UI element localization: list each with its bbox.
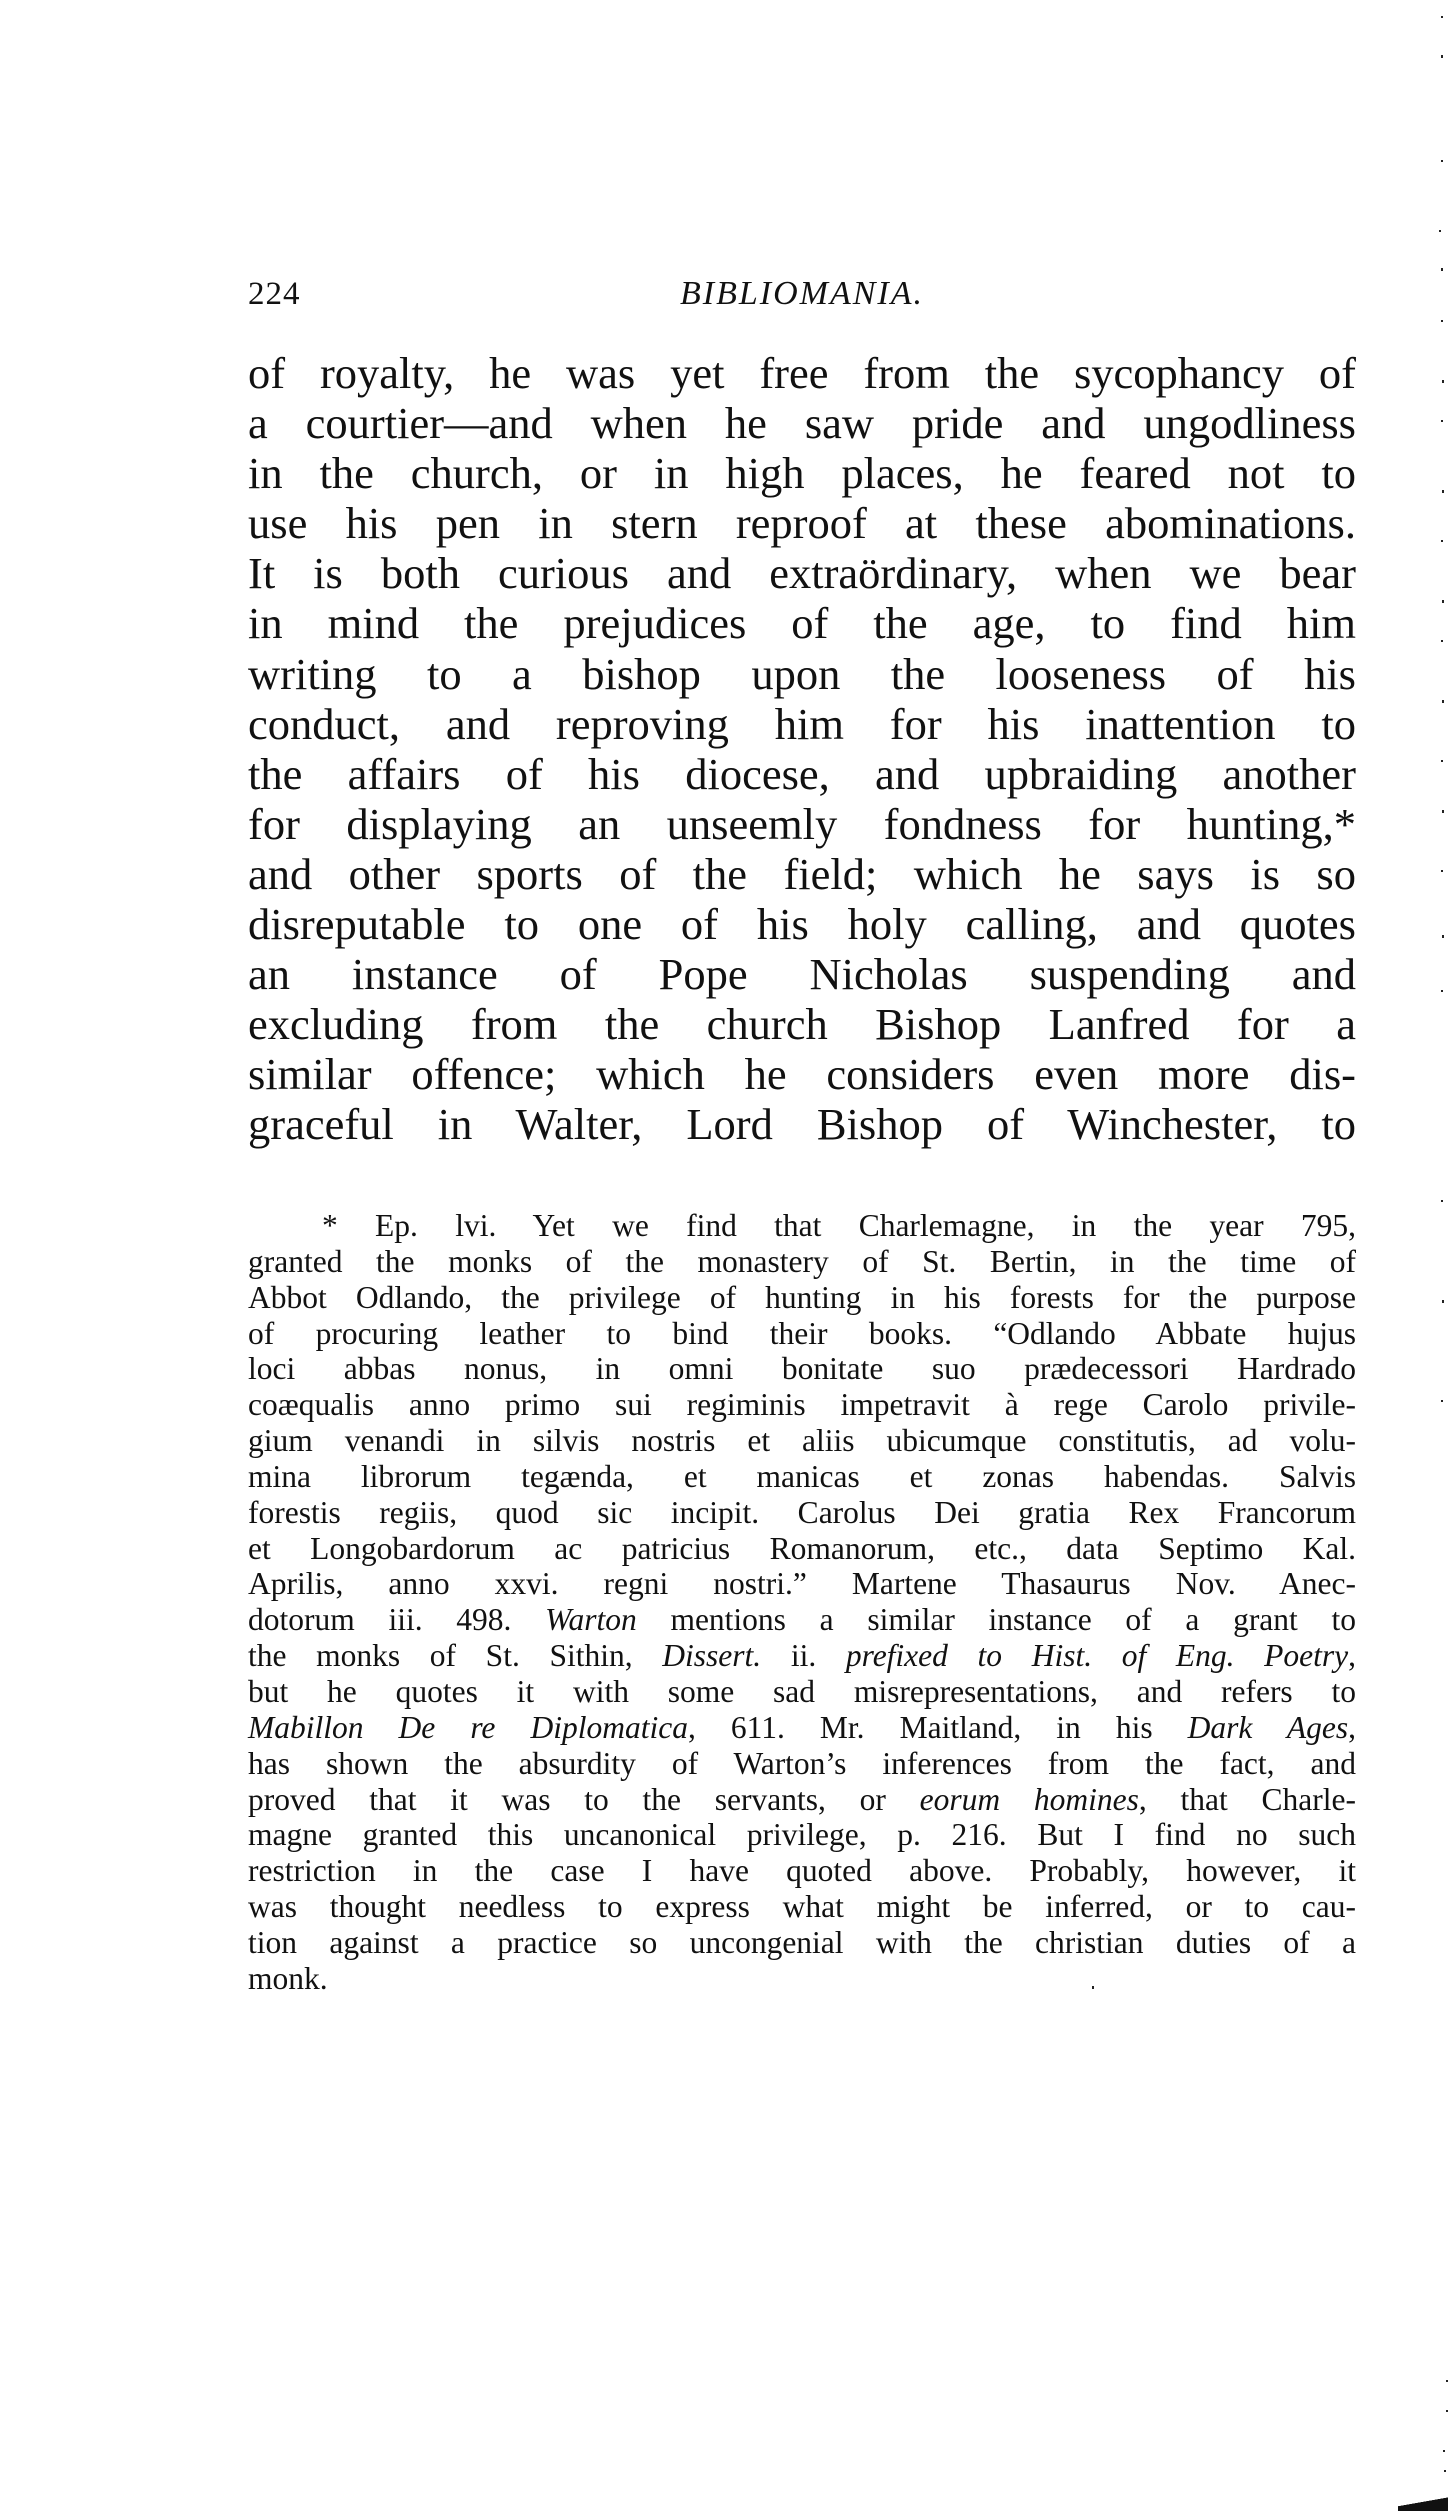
footnote-line	[248, 1280, 1356, 1316]
running-header	[248, 274, 1356, 314]
text-segment: et Longobardorum ac patricius Romanorum, etc., data Septimo Kal.	[248, 1530, 1356, 1566]
italic-text: eorum homines	[919, 1781, 1139, 1817]
body-text-line	[248, 849, 1356, 899]
text-segment: excluding from the church Bishop Lanfred for a	[248, 999, 1356, 1050]
text-segment: coæqualis anno primo sui regiminis impetravit à rege Carolo privile-	[248, 1387, 1356, 1423]
text-segment: dotorum iii. 498.	[248, 1602, 546, 1638]
footnote-line	[248, 1244, 1356, 1280]
footnote-line	[248, 1925, 1356, 1961]
footnote-line	[248, 1782, 1356, 1818]
text-segment: similar offence; which he considers even more dis-	[248, 1049, 1356, 1100]
text-segment: restriction in the case I have quoted above. Probably, however, it	[248, 1853, 1356, 1889]
body-text-line	[248, 999, 1356, 1049]
text-segment: of procuring leather to bind their books. “Odlando Abbate hujus	[248, 1315, 1356, 1351]
italic-text: Mabillon De re Diplomatica	[248, 1709, 688, 1745]
footnote-line	[248, 1351, 1356, 1387]
body-text-line	[248, 699, 1356, 749]
italic-text: Dissert.	[662, 1638, 762, 1674]
text-segment: conduct, and reproving him for his inattention to	[248, 698, 1356, 749]
footnote-line	[248, 1208, 1356, 1244]
text-segment: a courtier—and when he saw pride and ungodliness	[248, 398, 1356, 449]
text-segment: mentions a similar instance of a grant to	[636, 1602, 1356, 1638]
footnote-line	[248, 1710, 1356, 1746]
footnote-line	[248, 1961, 1356, 1997]
text-segment: but he quotes it with some sad misrepresentations, and refers to	[248, 1673, 1356, 1709]
text-segment: an instance of Pope Nicholas suspending and	[248, 949, 1356, 1000]
text-segment: ,	[1348, 1638, 1356, 1674]
text-segment: monk.	[248, 1960, 328, 1996]
body-text-line	[248, 749, 1356, 799]
footnote-line	[248, 1638, 1356, 1674]
text-segment: forestis regiis, quod sic incipit. Carolus Dei gratia Rex Francorum	[248, 1494, 1356, 1530]
running-title: BIBLIOMANIA.	[679, 275, 924, 312]
page-number: 224	[248, 276, 301, 312]
text-segment: and other sports of the field; which he says is so	[248, 848, 1356, 899]
body-text-line	[248, 899, 1356, 949]
text-segment: Abbot Odlando, the privilege of hunting in his forests for the purpose	[248, 1279, 1356, 1315]
body-text-line	[248, 949, 1356, 999]
footnote-line	[248, 1889, 1356, 1925]
text-segment: mina librorum tegænda, et manicas et zonas habendas. Salvis	[248, 1458, 1356, 1494]
text-segment: * Ep. lvi. Yet we find that Charlemagne, in the year 795,	[322, 1208, 1356, 1243]
body-text-line	[248, 548, 1356, 598]
text-segment: , that Charle-	[1138, 1781, 1356, 1817]
text-segment: the affairs of his diocese, and upbraiding another	[248, 748, 1356, 799]
footnote-line	[248, 1817, 1356, 1853]
footnote	[248, 1208, 1356, 1997]
italic-text: Dark Ages	[1187, 1709, 1349, 1745]
footnote-line	[248, 1495, 1356, 1531]
italic-text: prefixed to Hist. of Eng. Poetry	[845, 1638, 1349, 1674]
body-text-line	[248, 1099, 1356, 1149]
text-segment: proved that it was to the servants, or	[248, 1781, 920, 1817]
footnote-line	[248, 1423, 1356, 1459]
footnote-line	[248, 1566, 1356, 1602]
footnote-line	[248, 1531, 1356, 1567]
text-segment: writing to a bishop upon the looseness of his	[248, 648, 1356, 699]
text-segment: granted the monks of the monastery of St. Bertin, in the time of	[248, 1243, 1356, 1279]
text-segment: gium venandi in silvis nostris et aliis ubicumque constitutis, ad volu-	[248, 1423, 1356, 1459]
body-text-line	[248, 448, 1356, 498]
text-segment: graceful in Walter, Lord Bishop of Winchester, to	[248, 1099, 1356, 1150]
footnote-line	[248, 1853, 1356, 1889]
body-text-line	[248, 598, 1356, 648]
text-segment: Aprilis, anno xxvi. regni nostri.” Martene Thasaurus Nov. Anec-	[248, 1566, 1356, 1602]
text-segment: magne granted this uncanonical privilege, p. 216. But I find no such	[248, 1817, 1356, 1853]
text-segment: loci abbas nonus, in omni bonitate suo prædecessori Hardrado	[248, 1351, 1356, 1387]
text-segment: It is both curious and extraördinary, when we bear	[248, 548, 1356, 599]
text-segment: ,	[1348, 1709, 1356, 1745]
body-text-line	[248, 398, 1356, 448]
text-segment: disreputable to one of his holy calling, and quotes	[248, 899, 1356, 950]
text-segment: of royalty, he was yet free from the sycophancy of	[248, 348, 1356, 398]
footnote-line	[248, 1746, 1356, 1782]
text-segment: for displaying an unseemly fondness for hunting,*	[248, 798, 1356, 849]
text-segment: was thought needless to express what might be inferred, or to cau-	[248, 1889, 1356, 1925]
body-text-line	[248, 348, 1356, 398]
text-segment: in mind the prejudices of the age, to find him	[248, 598, 1356, 649]
text-segment: use his pen in stern reproof at these abominations.	[248, 498, 1356, 549]
body-text-line	[248, 649, 1356, 699]
text-segment: the monks of St. Sithin,	[248, 1638, 663, 1674]
text-segment: in the church, or in high places, he feared not to	[248, 448, 1356, 499]
footnote-line	[248, 1602, 1356, 1638]
text-segment: tion against a practice so uncongenial with the christian duties of a	[248, 1924, 1356, 1960]
text-segment: has shown the absurdity of Warton’s inferences from the fact, and	[248, 1745, 1356, 1781]
text-segment: , 611. Mr. Maitland, in his	[687, 1709, 1188, 1745]
main-body-text	[248, 348, 1356, 1150]
footnote-line	[248, 1387, 1356, 1423]
italic-text: Warton	[545, 1602, 637, 1638]
footnote-line	[248, 1674, 1356, 1710]
body-text-line	[248, 1049, 1356, 1099]
footnote-line	[248, 1459, 1356, 1495]
page-corner-shadow	[1398, 2497, 1448, 2511]
footnote-line	[248, 1316, 1356, 1352]
body-text-line	[248, 799, 1356, 849]
text-segment: ii.	[761, 1638, 846, 1674]
body-text-line	[248, 498, 1356, 548]
